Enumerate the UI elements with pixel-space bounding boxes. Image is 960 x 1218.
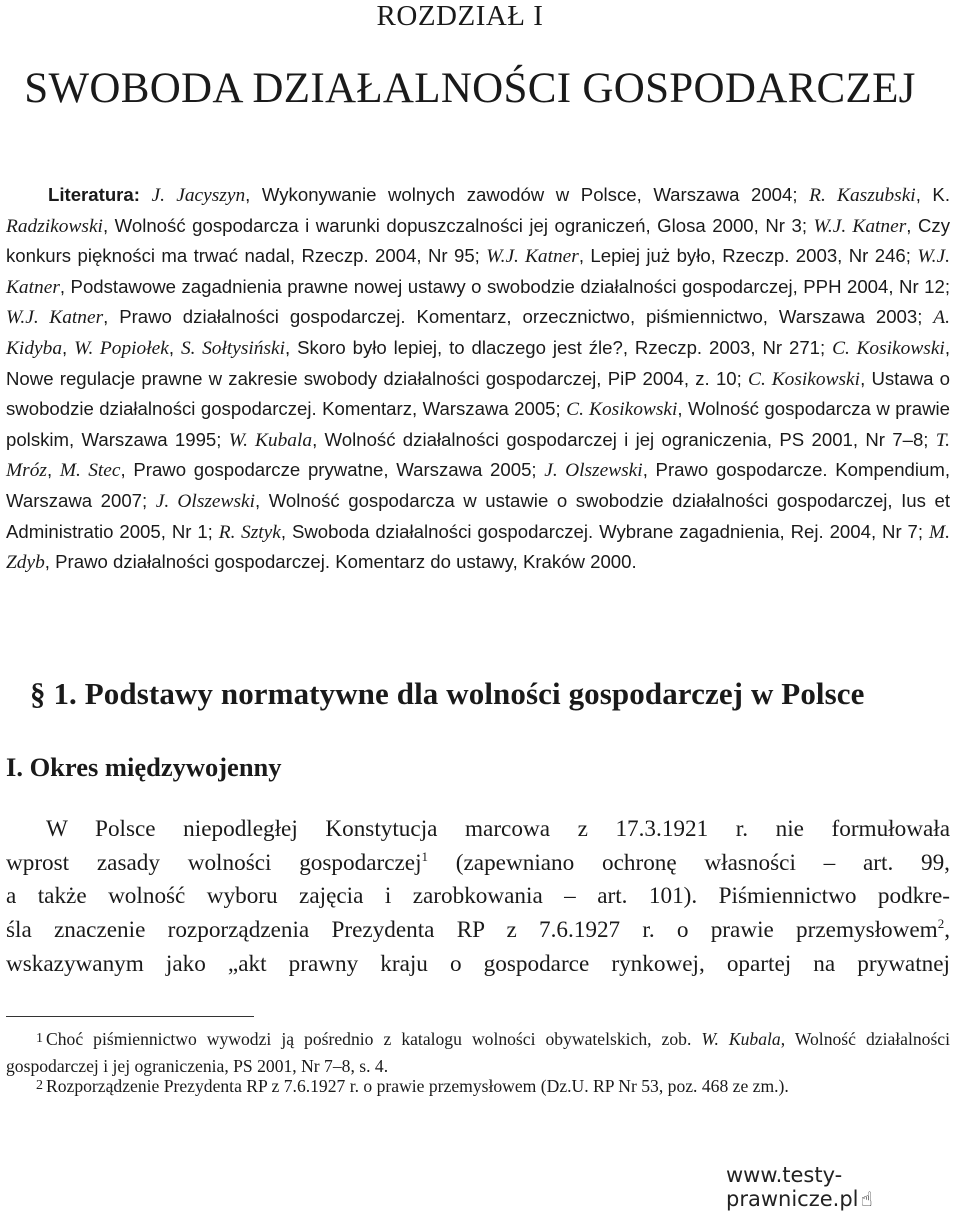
footnote-text: , Wolność działalności gospodarczej i jej ograniczenia, PS 2001, Nr 7–8, s. 4. [6,1029,951,1076]
footnote-2 [6,1073,950,1100]
body-line: wskazywanym jako „akt prawny kraju o gospodarce rynkowej, opartej na prywatnej [6,950,950,977]
citation-author: S. Sołtysiński [180,337,286,359]
footnote-number: 2 [36,1078,43,1093]
citation-author: W. Popiołek [74,337,169,359]
citation-text: , Skoro było lepiej, to dlaczego jest źle?, Rzeczp. 2003, Nr 271; [285,336,833,358]
citation-text: , Prawo gospodarcze. Kompendium, Warszawa 2007; [6,459,951,511]
body-paragraph [6,813,950,981]
body-line: wprost zasady wolności gospodarczej$^1$ (zapewniano ochronę własności – art. 99, [6,848,950,876]
citation-text: , Lepiej już było, Rzeczp. 2003, Nr 246; [578,245,918,267]
watermark-text[interactable]: www.testy-prawnicze.pl [726,1163,859,1211]
citation-text: , Nowe regulacje prawne w zakresie swobody działalności gospodarczej, PiP 2004, z. 10; [6,336,950,389]
body-line: a także wolność wyboru zajęcia i zarobkowania – art. 101). Piśmiennictwo podkre- [6,883,950,910]
literature-paragraph [6,180,950,578]
citation-text: , Wolność gospodarcza w prawie polskim, Warszawa 1995; [6,398,950,450]
footnote-author: W. Kubala [701,1029,781,1049]
citation-author: J. Olszewski [544,460,643,482]
citation-text: , Wolność gospodarcza w ustawie o swobodzie działalności gospodarczej, Ius et Administratio 2005, Nr 1; [6,489,950,542]
citation-author: R. Sztyk [218,521,281,543]
citation-author: J. Jacyszyn [151,185,246,206]
citation-text: , Ustawa o swobodzie działalności gospodarczej. Komentarz, Warszawa 2005; [6,367,951,420]
citation-author: M. Stec [59,460,121,482]
footnote-reference[interactable]: 2 [937,916,945,932]
footnote-text: Choć piśmiennictwo wywodzi ją pośrednio z katalogu wolności obywatelskich, zob. [46,1029,702,1049]
footnote-1 [6,1026,950,1079]
watermark-link[interactable] [726,1163,960,1211]
section-heading: § 1. Podstawy normatywne dla wolności gospodarczej w Polsce [30,676,865,711]
citation-text: , Prawo działalności gospodarczej. Komentarz, orzecznictwo, piśmiennictwo, Warszawa 2003; [103,306,934,328]
citation-author: W. Kubala [228,429,313,451]
citation-author: R. Kaszubski [809,185,916,206]
citation-author: M. Zdyb [6,521,950,574]
citation-text: , Swoboda działalności gospodarczej. Wybrane zagadnienia, Rej. 2004, Nr 7; [280,520,929,542]
citation-text: , Podstawowe zagadnienia prawne nowej ustawy o swobodzie działalności gospodarczej, PPH 2004, Nr 12; [59,275,950,297]
citation-text: , Prawo gospodarcze prywatne, Warszawa 2005; [120,459,545,481]
citation-author: C. Kosikowski [832,337,945,359]
footnote-reference[interactable]: 1 [421,848,429,864]
citation-text: , K. [915,184,950,205]
citation-author: W.J. Katner [6,307,104,329]
citation-author: Radzikowski [6,215,103,237]
citation-author: W.J. Katner [6,246,950,298]
citation-text: , Czy konkurs piękności ma trwać nadal, Rzeczp. 2004, Nr 95; [6,214,950,267]
citation-author: C. Kosikowski [566,399,678,421]
citation-text: , [168,336,181,358]
citation-author: A. Kidyba [6,307,950,359]
subsection-heading: I. Okres międzywojenny [6,752,282,782]
body-line: W Polsce niepodległej Konstytucja marcowa z 17.3.1921 r. nie formułowała [46,816,950,842]
citation-text: , [62,336,75,358]
pointing-hand-icon: ☝ [860,1187,873,1211]
citation-author: T. Mróz [6,429,950,482]
citation-text: , [46,459,60,481]
citation-text: , Wykonywanie wolnych zawodów w Polsce, Warszawa 2004; [245,184,810,205]
literature-label: Literatura: [48,184,140,205]
citation-text: , Wolność działalności gospodarczej i jej ograniczenia, PS 2001, Nr 7–8; [312,428,936,450]
citation-author: J. Olszewski [155,490,255,512]
citation-text: , Wolność gospodarcza i warunki dopuszczalności jej ograniczeń, Glosa 2000, Nr 3; [102,214,814,236]
chapter-heading: ROZDZIAŁ I [376,0,544,32]
literature-list [6,184,950,572]
body-line: śla znaczenie rozporządzenia Prezydenta RP z 7.6.1927 r. o prawie przemysłowem$^2$, [6,916,950,944]
footnote-separator [6,1016,254,1017]
footnote-number: 1 [36,1031,43,1046]
footnote-text: Rozporządzenie Prezydenta RP z 7.6.1927 r. o prawie przemysłowem (Dz.U. RP Nr 53, poz. 468 ze zm.). [46,1076,789,1096]
citation-author: W.J. Katner [813,215,907,237]
citation-author: C. Kosikowski [748,368,861,390]
chapter-title: SWOBODA DZIAŁALNOŚCI GOSPODARCZEJ [24,65,916,112]
citation-author: W.J. Katner [486,246,579,268]
citation-text: , Prawo działalności gospodarczej. Komentarz do ustawy, Kraków 2000. [44,551,637,573]
